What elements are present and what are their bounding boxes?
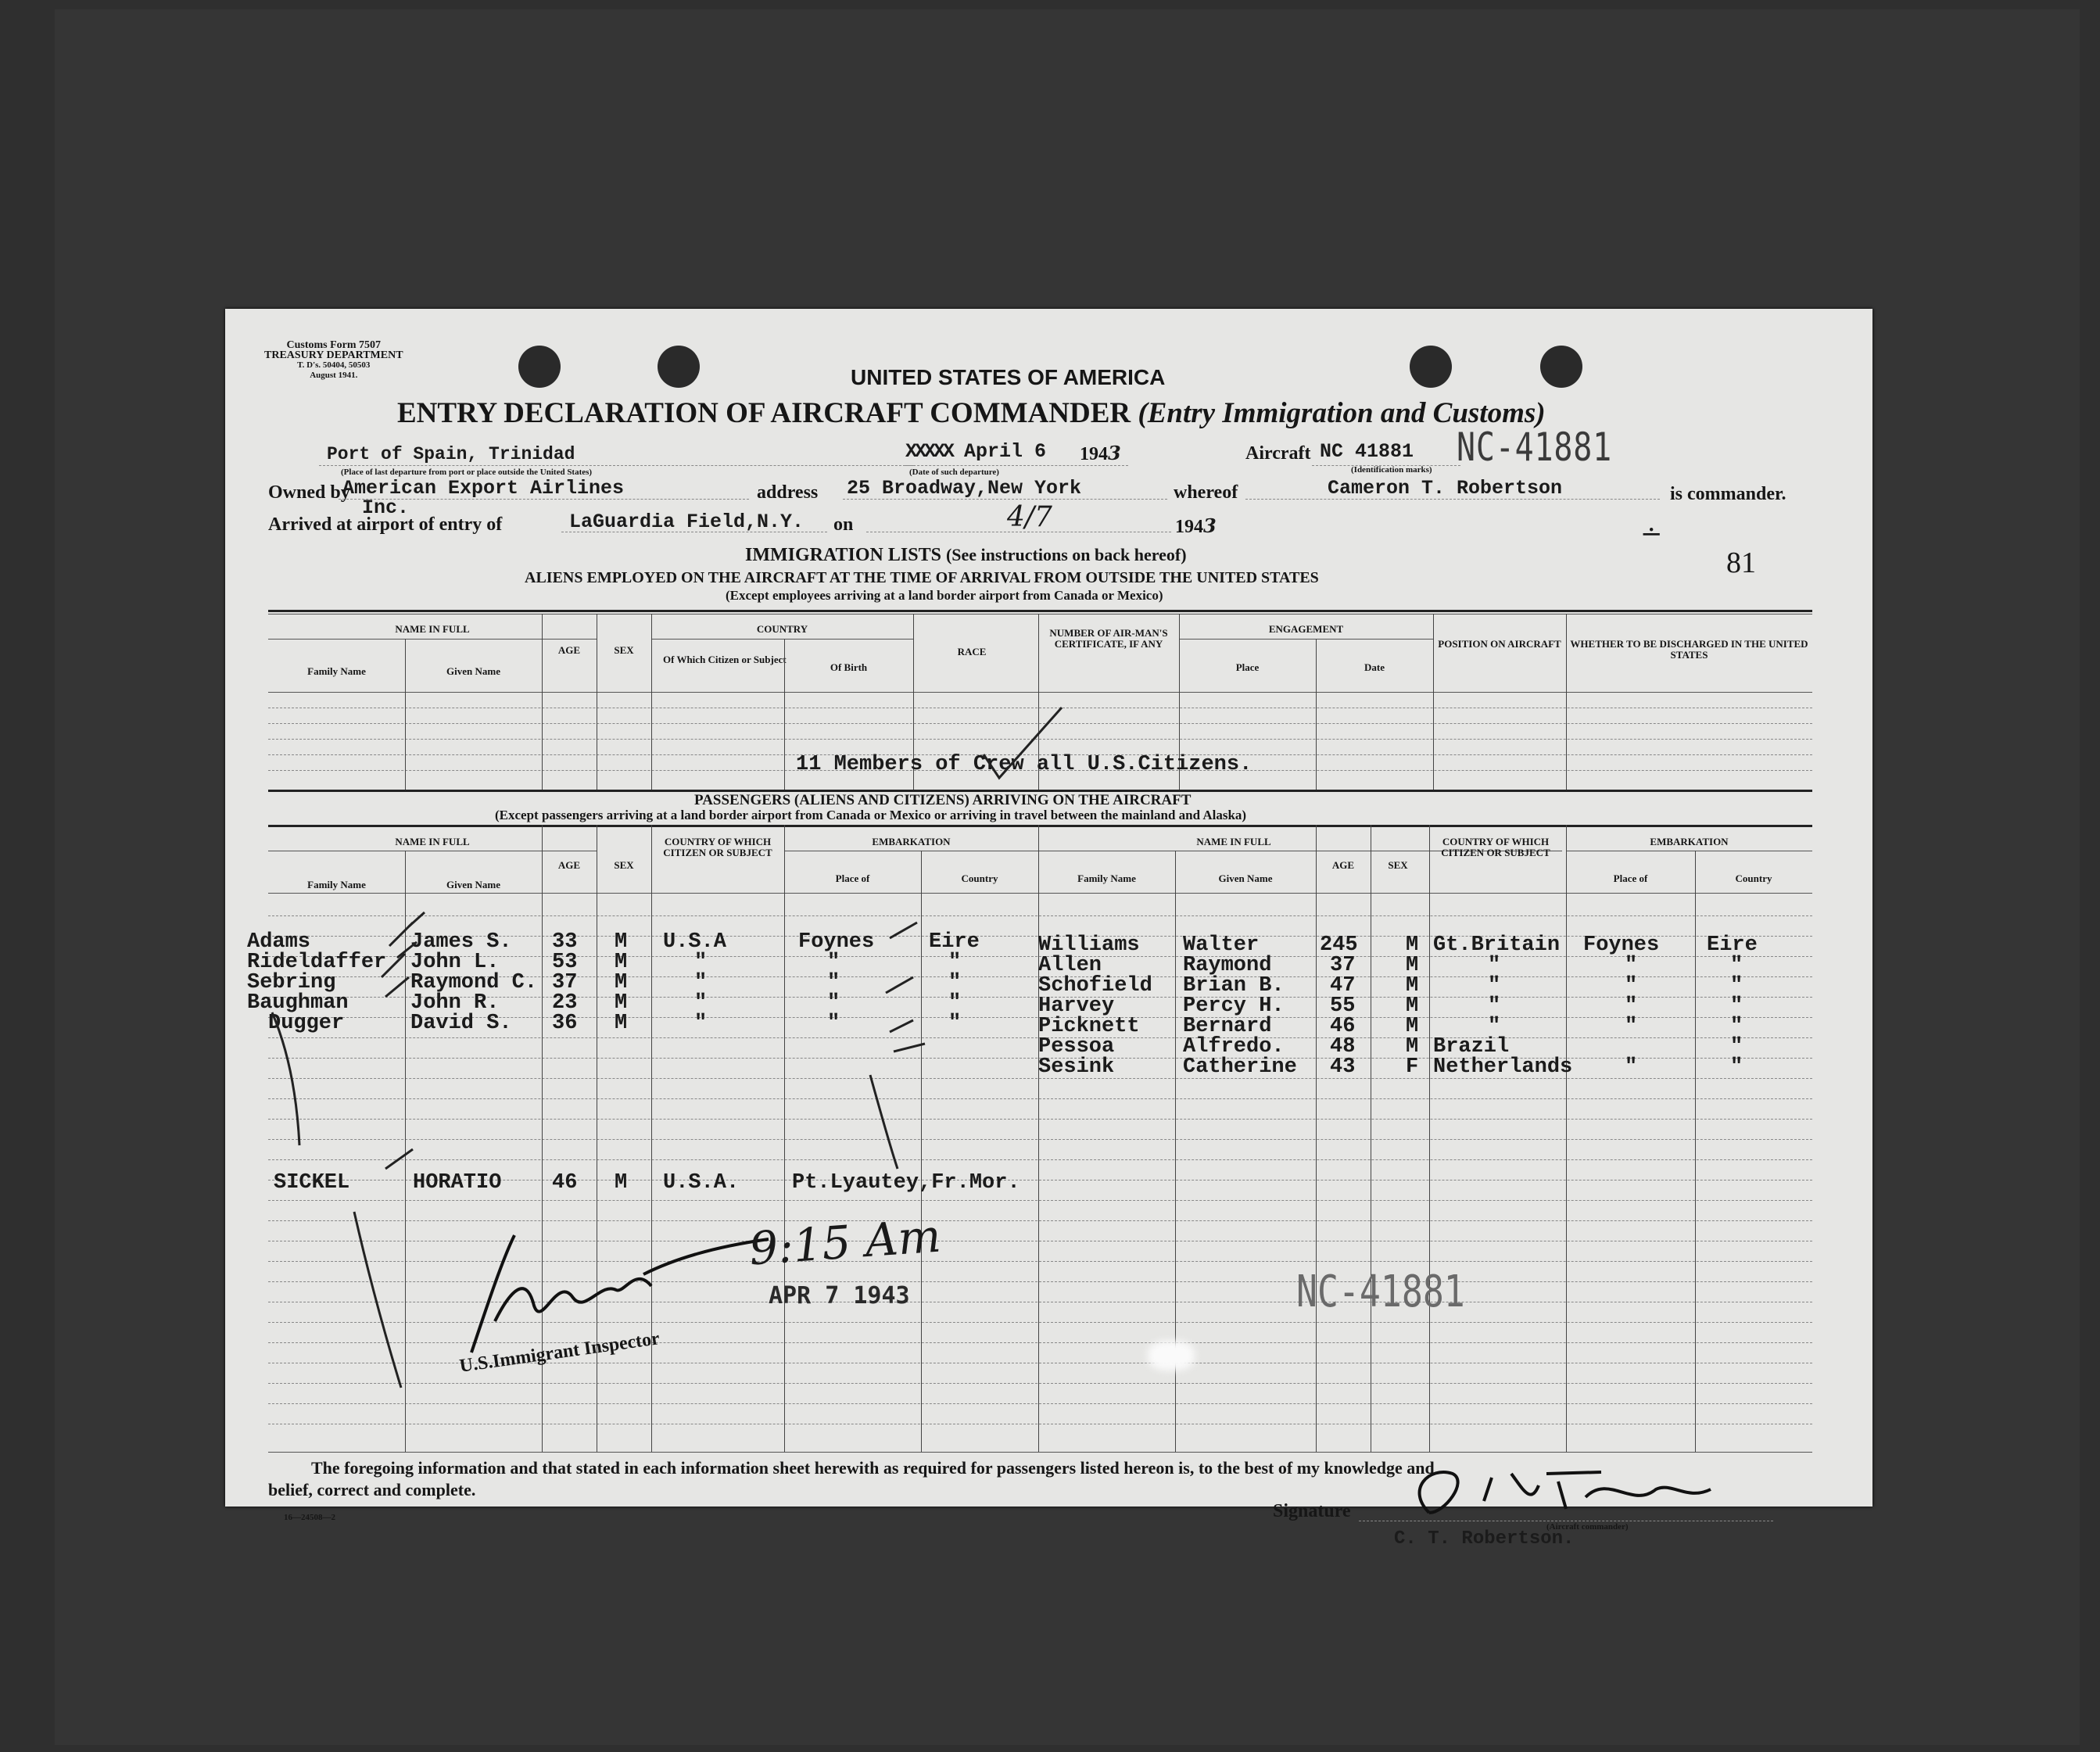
- pass-header-embark-right: EMBARKATION: [1650, 836, 1729, 847]
- embark-place: ": [1625, 974, 1638, 998]
- sex: M: [1406, 994, 1419, 1018]
- family-name: Sebring: [247, 971, 336, 994]
- family-name: Williams: [1038, 933, 1140, 957]
- pass-header-place-left: Place of: [835, 872, 870, 884]
- given-name: John R.: [410, 991, 500, 1015]
- citizen: ": [1488, 994, 1501, 1018]
- pass-header-sex-right: SEX: [1388, 859, 1408, 871]
- embark-country: ": [948, 1012, 962, 1035]
- given-name: HORATIO: [413, 1171, 502, 1195]
- crew-header-date: Date: [1364, 661, 1385, 673]
- crew-header-age: AGE: [557, 644, 581, 656]
- owner-name-continued: Inc.: [362, 496, 410, 519]
- check-mark: [976, 700, 1070, 794]
- departure-place: Port of Spain, Trinidad: [327, 444, 575, 464]
- embark-place: Pt.Lyautey,Fr.Mor.: [792, 1171, 1020, 1195]
- citizen: ": [694, 951, 708, 974]
- handwritten-long-stroke: [225, 1204, 460, 1399]
- age: 47: [1330, 974, 1356, 998]
- embark-country: ": [1730, 1055, 1743, 1079]
- signature-label: Signature: [1273, 1501, 1351, 1521]
- embark-place: ": [1625, 954, 1638, 977]
- given-name: Bernard: [1183, 1015, 1272, 1038]
- embark-country: ": [1730, 974, 1743, 998]
- given-name: Alfredo.: [1183, 1035, 1285, 1059]
- crew-header-sex: SEX: [614, 644, 634, 656]
- hand-mark: ∸: [1640, 518, 1663, 550]
- family-name: Allen: [1038, 954, 1102, 977]
- family-name: SICKEL: [274, 1171, 350, 1195]
- citizen: Gt.Britain: [1433, 933, 1561, 957]
- pass-header-citizen-right: COUNTRY OF WHICH CITIZEN OR SUBJECT: [1441, 836, 1550, 858]
- citizen: ": [1488, 1015, 1501, 1038]
- given-name: James S.: [410, 930, 512, 954]
- declaration-text: The foregoing information and that stated in each information sheet herewith as required for passengers listed hereon is, to the best of my knowledge and: [311, 1458, 1435, 1478]
- crew-header-race: RACE: [957, 646, 987, 657]
- pass-header-name-left: NAME IN FULL: [395, 836, 470, 847]
- pass-header-given-left: Given Name: [446, 879, 500, 890]
- address-label: address: [757, 482, 819, 503]
- citizen: ": [694, 1012, 708, 1035]
- embark-country: ": [1730, 1035, 1743, 1059]
- age: 37: [1330, 954, 1356, 977]
- departure-date-caption: (Date of such departure): [909, 468, 999, 477]
- arrival-date: 4/7: [1007, 501, 1052, 533]
- arrival-on-label: on: [833, 514, 854, 535]
- embark-country: ": [948, 971, 962, 994]
- pass-header-age-left: AGE: [557, 859, 581, 871]
- arrival-airport: LaGuardia Field,N.Y.: [569, 511, 805, 533]
- pass-header-name-right: NAME IN FULL: [1196, 836, 1271, 847]
- embark-country: Eire: [929, 930, 980, 954]
- declaration-text-2: belief, correct and complete.: [268, 1480, 476, 1499]
- side-number: 81: [1726, 546, 1756, 579]
- embark-country: Eire: [1707, 933, 1758, 957]
- crew-header-family: Family Name: [307, 665, 366, 677]
- citizen: Brazil: [1433, 1035, 1510, 1059]
- citizen: U.S.A: [663, 930, 727, 954]
- departure-year: 1943: [1080, 442, 1121, 464]
- given-name: Raymond C.: [410, 971, 538, 994]
- immigration-heading: IMMIGRATION LISTS (See instructions on back hereof): [745, 545, 1187, 565]
- sex: M: [615, 930, 628, 954]
- sex: M: [1406, 933, 1419, 957]
- family-name: Dugger: [268, 1012, 345, 1035]
- age: 48: [1330, 1035, 1356, 1059]
- punch-hole: [658, 346, 700, 388]
- inspection-time: 9:15 Am: [747, 1209, 943, 1276]
- signer-name: C. T. Robertson.: [1394, 1528, 1575, 1550]
- given-name: Percy H.: [1183, 994, 1285, 1018]
- sex: F: [1406, 1055, 1419, 1079]
- age: 23: [552, 991, 578, 1015]
- crew-header-name: NAME IN FULL: [395, 623, 470, 635]
- embark-place: ": [1625, 1055, 1638, 1079]
- entry-declaration-form: [225, 309, 1872, 1550]
- pass-header-country-right: Country: [1735, 872, 1772, 884]
- sex: M: [1406, 1015, 1419, 1038]
- citizen: Netherlands: [1433, 1055, 1573, 1079]
- pass-header-family-right: Family Name: [1077, 872, 1136, 884]
- pass-header-country-left: Country: [961, 872, 998, 884]
- aircraft-label: Aircraft: [1245, 443, 1311, 464]
- given-name: Raymond: [1183, 954, 1272, 977]
- aliens-heading: ALIENS EMPLOYED ON THE AIRCRAFT AT THE TIME OF ARRIVAL FROM OUTSIDE THE UNITED STATES: [525, 569, 1319, 586]
- embark-country: ": [1730, 1015, 1743, 1038]
- embark-country: ": [1730, 994, 1743, 1018]
- embark-place: ": [827, 991, 840, 1015]
- inspection-date-stamp: APR 7 1943: [769, 1282, 910, 1310]
- aircraft-stamp-lower: NC-41881: [1296, 1267, 1465, 1317]
- form-number: 16—24508—2: [284, 1513, 335, 1522]
- commander-name: Cameron T. Robertson: [1328, 477, 1563, 500]
- pass-header-sex-left: SEX: [614, 859, 634, 871]
- family-name: Picknett: [1038, 1015, 1140, 1038]
- family-name: Pessoa: [1038, 1035, 1115, 1059]
- inspector-label: U.S.Immigrant Inspector: [458, 1328, 661, 1377]
- age: 37: [552, 971, 578, 994]
- is-commander-label: is commander.: [1670, 484, 1786, 504]
- sex: M: [1406, 954, 1419, 977]
- country-heading: UNITED STATES OF AMERICA: [851, 365, 1166, 389]
- sex: M: [615, 951, 628, 974]
- age: 36: [552, 1012, 578, 1035]
- crew-header-citizen: Of Which Citizen or Subject: [663, 654, 787, 665]
- pass-header-embark-left: EMBARKATION: [872, 836, 951, 847]
- sex: M: [615, 1171, 628, 1195]
- form-identifier: Customs Form 7507 TREASURY DEPARTMENT T. D's. 50404, 50503 August 1941.: [264, 339, 403, 380]
- departure-date: XXXXX April 6: [905, 440, 1047, 463]
- family-name: Schofield: [1038, 974, 1152, 998]
- crew-header-airman: NUMBER OF AIR-MAN'S CERTIFICATE, IF ANY: [1049, 627, 1168, 650]
- embark-country: ": [948, 951, 962, 974]
- sex: M: [1406, 974, 1419, 998]
- punch-hole: [1410, 346, 1452, 388]
- sex: M: [615, 971, 628, 994]
- given-name: John L.: [410, 951, 500, 974]
- passengers-heading: PASSENGERS (ALIENS AND CITIZENS) ARRIVING ON THE AIRCRAFT: [694, 792, 1192, 808]
- aliens-note: (Except employees arriving at a land border airport from Canada or Mexico): [726, 588, 1163, 603]
- embark-place: ": [1625, 1015, 1638, 1038]
- pass-header-given-right: Given Name: [1218, 872, 1273, 884]
- given-name: Brian B.: [1183, 974, 1285, 998]
- owned-by-label: Owned by: [268, 482, 350, 503]
- pass-header-age-right: AGE: [1331, 859, 1355, 871]
- embark-place: ": [1625, 994, 1638, 1018]
- punch-hole: [1540, 346, 1582, 388]
- crew-header-given: Given Name: [446, 665, 500, 677]
- embark-country: ": [1730, 954, 1743, 977]
- sex: M: [615, 991, 628, 1015]
- aircraft-id: NC 41881: [1320, 440, 1414, 463]
- pass-header-citizen-left: COUNTRY OF WHICH CITIZEN OR SUBJECT: [663, 836, 772, 858]
- citizen: U.S.A.: [663, 1171, 740, 1195]
- aircraft-stamp: NC-41881: [1457, 425, 1613, 470]
- family-name: Rideldaffer: [247, 951, 387, 974]
- age: 46: [552, 1171, 578, 1195]
- citizen: ": [694, 971, 708, 994]
- family-name: Sesink: [1038, 1055, 1115, 1079]
- crew-note: 11 Members of Crew all U.S.Citizens.: [796, 753, 1252, 776]
- sex: M: [1406, 1035, 1419, 1059]
- embark-place: Foynes: [1583, 933, 1660, 957]
- family-name: Baughman: [247, 991, 349, 1015]
- paper-blemish: [1148, 1341, 1195, 1370]
- punch-hole: [518, 346, 561, 388]
- commander-signature: [1398, 1458, 1758, 1528]
- departure-place-caption: (Place of last departure from port or place outside the United States): [341, 468, 593, 477]
- owner-address: 25 Broadway,New York: [847, 477, 1082, 500]
- citizen: ": [1488, 974, 1501, 998]
- owner-name: American Export Airlines: [342, 477, 625, 500]
- crew-header-position: POSITION ON AIRCRAFT: [1438, 638, 1561, 650]
- crew-header-place: Place: [1235, 661, 1260, 673]
- embark-country: ": [948, 991, 962, 1015]
- embark-place: ": [827, 951, 840, 974]
- pass-header-family-left: Family Name: [307, 879, 366, 890]
- crew-header-discharged: WHETHER TO BE DISCHARGED IN THE UNITED STATES: [1570, 638, 1808, 661]
- arrival-year: 1943: [1175, 514, 1217, 537]
- age: 43: [1330, 1055, 1356, 1079]
- age: 46: [1330, 1015, 1356, 1038]
- crew-header-engagement: ENGAGEMENT: [1268, 623, 1344, 635]
- arrival-label: Arrived at airport of entry of: [268, 514, 503, 535]
- family-name: Adams: [247, 930, 311, 954]
- age: 55: [1330, 994, 1356, 1018]
- age: 33: [552, 930, 578, 954]
- given-name: Walter: [1183, 933, 1260, 957]
- citizen: ": [1488, 954, 1501, 977]
- citizen: ": [694, 991, 708, 1015]
- passengers-note: (Except passengers arriving at a land border airport from Canada or Mexico or arriving in travel between the mainland and Alaska): [495, 808, 1247, 822]
- embark-place: ": [827, 1012, 840, 1035]
- crew-header-country: COUNTRY: [756, 623, 808, 635]
- age: 245: [1320, 933, 1358, 957]
- age: 53: [552, 951, 578, 974]
- signature-caption: (Aircraft commander): [1546, 1522, 1629, 1532]
- embark-place: Foynes: [798, 930, 875, 954]
- sex: M: [615, 1012, 628, 1035]
- whereof-label: whereof: [1174, 482, 1238, 503]
- pass-header-place-right: Place of: [1613, 872, 1648, 884]
- given-name: Catherine: [1183, 1055, 1297, 1079]
- crew-header-birth: Of Birth: [830, 661, 868, 673]
- embark-place: ": [827, 971, 840, 994]
- handwritten-marks: [225, 911, 1163, 1247]
- family-name: Harvey: [1038, 994, 1115, 1018]
- form-title: ENTRY DECLARATION OF AIRCRAFT COMMANDER (Entry Immigration and Customs): [397, 397, 1546, 429]
- given-name: David S.: [410, 1012, 512, 1035]
- aircraft-id-caption: (Identification marks): [1351, 465, 1432, 475]
